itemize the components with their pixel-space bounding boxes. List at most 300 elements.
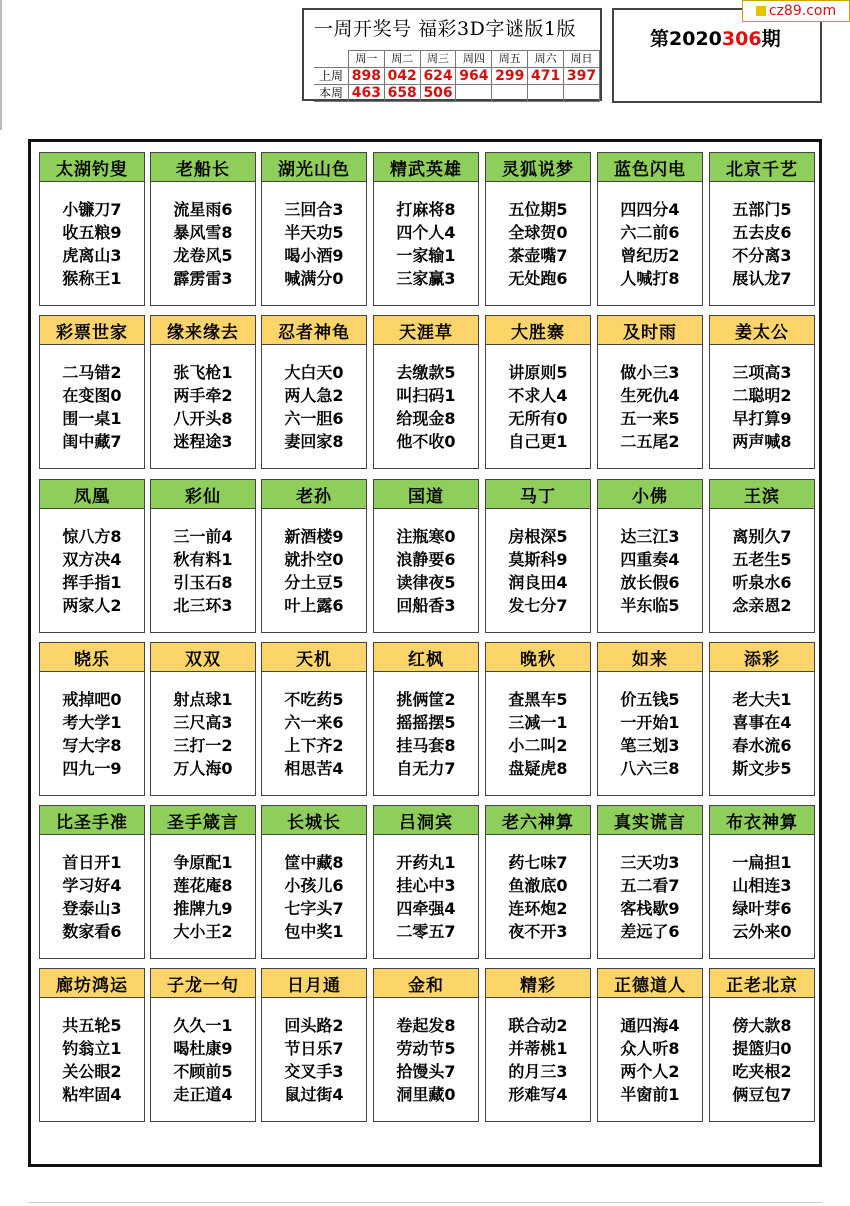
riddle-line: 暴风雪8 [173, 223, 233, 242]
riddle-list [486, 998, 590, 1106]
riddle-list [598, 672, 702, 780]
riddle-card [597, 315, 703, 469]
riddle-line: 茶壶嘴7 [508, 246, 568, 265]
card-title: 红枫 [374, 643, 478, 672]
riddle-line: 三天功3 [620, 853, 680, 872]
issue-suffix: 期 [761, 28, 781, 50]
riddle-line: 小孩儿6 [284, 876, 344, 895]
riddle-list [486, 345, 590, 453]
riddle-line: 开药丸1 [396, 853, 456, 872]
card-title: 精彩 [486, 969, 590, 998]
riddle-line: 润良田4 [508, 573, 568, 592]
riddle-line: 数家看6 [62, 922, 122, 941]
card-title: 如来 [598, 643, 702, 672]
riddle-line: 写大字8 [62, 736, 122, 755]
riddle-line: 半窗前1 [620, 1085, 680, 1104]
riddle-card [261, 805, 367, 959]
riddle-line: 五老生5 [732, 550, 792, 569]
riddle-card [39, 968, 145, 1122]
draw-number [492, 85, 528, 102]
riddle-line: 首日开1 [62, 853, 122, 872]
riddle-list [598, 835, 702, 943]
riddle-list [40, 182, 144, 290]
draw-number: 898 [348, 68, 384, 85]
riddle-line: 不吃药5 [284, 690, 344, 709]
riddle-list [40, 345, 144, 453]
riddle-line: 八六三8 [620, 759, 680, 778]
riddle-list [710, 182, 814, 290]
riddle-card [39, 315, 145, 469]
riddle-list [40, 672, 144, 780]
riddle-line: 万人海0 [173, 759, 233, 778]
riddle-line: 三减一1 [508, 713, 568, 732]
riddle-line: 就扑空0 [284, 550, 344, 569]
riddle-line: 读律夜5 [396, 573, 456, 592]
draw-number: 624 [420, 68, 456, 85]
riddle-line: 三回合3 [284, 200, 344, 219]
riddle-line: 学习好4 [62, 876, 122, 895]
riddle-card [150, 315, 256, 469]
site-watermark[interactable] [742, 0, 850, 22]
card-title: 正老北京 [710, 969, 814, 998]
riddle-line: 一家输1 [396, 246, 456, 265]
riddle-line: 洞里藏0 [396, 1085, 456, 1104]
riddle-line: 虎离山3 [62, 246, 122, 265]
card-title: 灵狐说梦 [486, 153, 590, 182]
riddle-list [486, 835, 590, 943]
card-title: 姜太公 [710, 316, 814, 345]
riddle-card [373, 315, 479, 469]
riddle-list [151, 835, 255, 943]
draw-number: 397 [564, 68, 600, 85]
riddle-line: 猴称王1 [62, 269, 122, 288]
draw-number: 463 [348, 85, 384, 102]
riddle-line: 摇摇摆5 [396, 713, 456, 732]
last-week-row [314, 68, 600, 85]
riddle-card [261, 315, 367, 469]
riddle-card [150, 479, 256, 633]
riddle-card [261, 152, 367, 306]
riddle-list [151, 182, 255, 290]
riddle-line: 众人听8 [620, 1039, 680, 1058]
riddle-line: 迷程途3 [173, 432, 233, 451]
riddle-line: 形难写4 [508, 1085, 568, 1104]
riddle-card [597, 642, 703, 796]
riddle-line: 拾馒头7 [396, 1062, 456, 1081]
riddle-line: 三尺高3 [173, 713, 233, 732]
card-title: 晓乐 [40, 643, 144, 672]
riddle-card [150, 968, 256, 1122]
issue-prefix: 第2020 [650, 28, 722, 50]
riddle-line: 生死仇4 [620, 386, 680, 405]
day-header: 周日 [564, 51, 600, 68]
riddle-line: 节日乐7 [284, 1039, 344, 1058]
riddle-line: 曾纪历2 [620, 246, 680, 265]
riddle-list [710, 672, 814, 780]
riddle-line: 大小王2 [173, 922, 233, 941]
card-title: 及时雨 [598, 316, 702, 345]
riddle-list [374, 672, 478, 780]
riddle-line: 无处跑6 [508, 269, 568, 288]
riddle-card [485, 152, 591, 306]
card-title: 老船长 [151, 153, 255, 182]
riddle-card [709, 479, 815, 633]
riddle-line: 讲原则5 [508, 363, 568, 382]
riddle-line: 药七味7 [508, 853, 568, 872]
riddle-line: 四重奏4 [620, 550, 680, 569]
riddle-card [373, 968, 479, 1122]
issue-number: 306 [721, 28, 762, 50]
riddle-line: 射点球1 [173, 690, 233, 709]
riddle-line: 一扁担1 [732, 853, 792, 872]
riddle-line: 争原配1 [173, 853, 233, 872]
riddle-line: 去缴款5 [396, 363, 456, 382]
card-title: 天机 [262, 643, 366, 672]
riddle-list [598, 998, 702, 1106]
card-title: 真实谎言 [598, 806, 702, 835]
riddle-list [262, 672, 366, 780]
riddle-line: 霹雳雷3 [173, 269, 233, 288]
riddle-list [151, 509, 255, 617]
riddle-line: 引玉石8 [173, 573, 233, 592]
card-title: 太湖钓叟 [40, 153, 144, 182]
riddle-line: 的月三3 [508, 1062, 568, 1081]
card-title: 忍者神龟 [262, 316, 366, 345]
riddle-line: 连环炮2 [508, 899, 568, 918]
card-title: 凤凰 [40, 480, 144, 509]
riddle-line: 六一来6 [284, 713, 344, 732]
riddle-line: 三家赢3 [396, 269, 456, 288]
riddle-line: 喝小酒9 [284, 246, 344, 265]
riddle-line: 价五钱5 [620, 690, 680, 709]
riddle-line: 山相连3 [732, 876, 792, 895]
riddle-line: 夜不开3 [508, 922, 568, 941]
riddle-line: 钓翁立1 [62, 1039, 122, 1058]
riddle-card [597, 805, 703, 959]
card-title: 金和 [374, 969, 478, 998]
card-title: 日月通 [262, 969, 366, 998]
weekly-draws-panel [302, 8, 602, 101]
riddle-line: 不求人4 [508, 386, 568, 405]
draw-number [456, 85, 492, 102]
riddle-line: 张飞枪1 [173, 363, 233, 382]
riddle-line: 新酒楼9 [284, 527, 344, 546]
riddle-line: 考大学1 [62, 713, 122, 732]
riddle-line: 无所有0 [508, 409, 568, 428]
square-icon [756, 6, 766, 16]
card-title: 正德道人 [598, 969, 702, 998]
riddle-list [598, 509, 702, 617]
panel-title: 一周开奖号 福彩3D字谜版1版 [314, 18, 576, 40]
riddle-line: 斯文步5 [732, 759, 792, 778]
riddle-card [485, 315, 591, 469]
riddle-line: 达三江3 [620, 527, 680, 546]
riddle-line: 自己更1 [508, 432, 568, 451]
bottom-divider [28, 1202, 822, 1203]
card-title: 双双 [151, 643, 255, 672]
riddle-list [374, 998, 478, 1106]
riddle-line: 离别久7 [732, 527, 792, 546]
riddle-card [150, 805, 256, 959]
riddle-line: 粘牢固4 [62, 1085, 122, 1104]
riddle-line: 劳动节5 [396, 1039, 456, 1058]
draw-number: 964 [456, 68, 492, 85]
card-title: 小佛 [598, 480, 702, 509]
riddle-card [373, 642, 479, 796]
card-title: 湖光山色 [262, 153, 366, 182]
card-title: 添彩 [710, 643, 814, 672]
riddle-line: 俩豆包7 [732, 1085, 792, 1104]
riddle-line: 通四海4 [620, 1016, 680, 1035]
riddle-line: 走正道4 [173, 1085, 233, 1104]
riddle-line: 人喊打8 [620, 269, 680, 288]
riddle-line: 春水流6 [732, 736, 792, 755]
riddle-line: 半天功5 [284, 223, 344, 242]
riddle-line: 戒掉吧0 [62, 690, 122, 709]
riddle-line: 三打一2 [173, 736, 233, 755]
riddle-line: 挂马套8 [396, 736, 456, 755]
riddle-line: 莫斯科9 [508, 550, 568, 569]
riddle-line: 五一来5 [620, 409, 680, 428]
riddle-list [40, 835, 144, 943]
riddle-line: 老大夫1 [732, 690, 792, 709]
riddle-card [597, 479, 703, 633]
riddle-line: 四牵强4 [396, 899, 456, 918]
riddle-line: 筐中藏8 [284, 853, 344, 872]
riddle-line: 两个人2 [620, 1062, 680, 1081]
riddle-card [485, 642, 591, 796]
card-title: 布衣神算 [710, 806, 814, 835]
riddle-line: 大白天0 [284, 363, 344, 382]
card-title: 缘来缘去 [151, 316, 255, 345]
riddle-line: 提篮归0 [732, 1039, 792, 1058]
riddle-list [486, 509, 590, 617]
riddle-card [39, 152, 145, 306]
riddle-line: 五二看7 [620, 876, 680, 895]
riddle-card [261, 479, 367, 633]
riddle-line: 发七分7 [508, 596, 568, 615]
riddle-line: 念亲恩2 [732, 596, 792, 615]
riddle-card [261, 968, 367, 1122]
riddle-line: 挥手指1 [62, 573, 122, 592]
riddle-line: 小镰刀7 [62, 200, 122, 219]
riddle-line: 回船香3 [396, 596, 456, 615]
day-header: 周一 [348, 51, 384, 68]
riddle-line: 不分离3 [732, 246, 792, 265]
riddle-line: 注瓶寒0 [396, 527, 456, 546]
riddle-list [710, 835, 814, 943]
riddle-list [486, 182, 590, 290]
riddle-line: 四四分4 [620, 200, 680, 219]
day-header: 周四 [456, 51, 492, 68]
riddle-line: 自无力7 [396, 759, 456, 778]
card-title: 北京千艺 [710, 153, 814, 182]
card-title: 王滨 [710, 480, 814, 509]
riddle-line: 惊八方8 [62, 527, 122, 546]
card-title: 国道 [374, 480, 478, 509]
draw-number: 506 [420, 85, 456, 102]
riddle-line: 关公眼2 [62, 1062, 122, 1081]
riddle-line: 四个人4 [396, 223, 456, 242]
riddle-card [709, 968, 815, 1122]
riddle-line: 五部门5 [732, 200, 792, 219]
riddle-line: 流星雨6 [173, 200, 233, 219]
riddle-line: 登泰山3 [62, 899, 122, 918]
riddle-list [598, 345, 702, 453]
riddle-card [597, 152, 703, 306]
day-header: 周二 [384, 51, 420, 68]
card-title: 长城长 [262, 806, 366, 835]
riddle-line: 相思苦4 [284, 759, 344, 778]
card-title: 老六神算 [486, 806, 590, 835]
riddle-line: 龙卷风5 [173, 246, 233, 265]
riddle-list [598, 182, 702, 290]
riddle-line: 云外来0 [732, 922, 792, 941]
riddle-card [709, 315, 815, 469]
riddle-line: 他不收0 [396, 432, 456, 451]
day-header: 周三 [420, 51, 456, 68]
riddle-line: 二零五7 [396, 922, 456, 941]
card-title: 圣手箴言 [151, 806, 255, 835]
riddle-line: 秋有料1 [173, 550, 233, 569]
riddle-line: 绿叶芽6 [732, 899, 792, 918]
riddle-line: 查黑车5 [508, 690, 568, 709]
riddle-card [150, 642, 256, 796]
riddle-line: 卷起发8 [396, 1016, 456, 1035]
this-week-row [314, 85, 600, 102]
riddle-list [486, 672, 590, 780]
riddle-line: 二马错2 [62, 363, 122, 382]
riddle-line: 一开始1 [620, 713, 680, 732]
riddle-line: 给现金8 [396, 409, 456, 428]
riddle-list [262, 835, 366, 943]
riddle-list [262, 345, 366, 453]
riddle-line: 鱼澈底0 [508, 876, 568, 895]
riddle-line: 傍大款8 [732, 1016, 792, 1035]
riddle-line: 推牌九9 [173, 899, 233, 918]
card-title: 晚秋 [486, 643, 590, 672]
riddle-line: 闺中藏7 [62, 432, 122, 451]
riddle-line: 七字头7 [284, 899, 344, 918]
riddle-line: 喝杜康9 [173, 1039, 233, 1058]
riddle-card [39, 479, 145, 633]
draw-number [564, 85, 600, 102]
riddle-line: 展认龙7 [732, 269, 792, 288]
riddle-line: 并蒂桃1 [508, 1039, 568, 1058]
riddle-line: 叶上露6 [284, 596, 344, 615]
riddle-card [373, 805, 479, 959]
issue-panel [612, 8, 822, 103]
riddle-card [709, 642, 815, 796]
riddle-line: 笔三划3 [620, 736, 680, 755]
left-edge-mark [0, 0, 2, 130]
card-title: 精武英雄 [374, 153, 478, 182]
riddle-list [374, 182, 478, 290]
riddle-line: 叫扫码1 [396, 386, 456, 405]
riddle-list [374, 509, 478, 617]
riddle-line: 全球贺0 [508, 223, 568, 242]
draw-number [528, 85, 564, 102]
riddle-card [597, 968, 703, 1122]
weekly-draws-table [314, 50, 600, 102]
riddle-line: 客栈歇9 [620, 899, 680, 918]
riddle-line: 交叉手3 [284, 1062, 344, 1081]
card-title: 廊坊鸿运 [40, 969, 144, 998]
riddle-line: 分土豆5 [284, 573, 344, 592]
riddle-list [710, 998, 814, 1106]
riddle-line: 喜事在4 [732, 713, 792, 732]
riddle-line: 联合动2 [508, 1016, 568, 1035]
card-title: 大胜寨 [486, 316, 590, 345]
card-title: 蓝色闪电 [598, 153, 702, 182]
riddle-list [374, 345, 478, 453]
riddle-line: 半东临5 [620, 596, 680, 615]
riddle-line: 两手牵2 [173, 386, 233, 405]
riddle-list [374, 835, 478, 943]
riddle-card [709, 805, 815, 959]
riddle-list [710, 509, 814, 617]
riddle-list [262, 509, 366, 617]
riddle-list [40, 509, 144, 617]
riddle-line: 三一前4 [173, 527, 233, 546]
riddle-line: 五位期5 [508, 200, 568, 219]
riddle-line: 北三环3 [173, 596, 233, 615]
riddle-line: 喊满分0 [284, 269, 344, 288]
riddle-line: 挂心中3 [396, 876, 456, 895]
riddle-card [485, 479, 591, 633]
last-week-label: 上周 [314, 68, 348, 85]
draw-number: 042 [384, 68, 420, 85]
riddle-line: 盘疑虎8 [508, 759, 568, 778]
riddle-line: 莲花庵8 [173, 876, 233, 895]
riddle-line: 六二前6 [620, 223, 680, 242]
issue-label [650, 24, 781, 51]
riddle-line: 久久一1 [173, 1016, 233, 1035]
riddle-line: 两人急2 [284, 386, 344, 405]
riddle-line: 浪静要6 [396, 550, 456, 569]
riddle-line: 打麻将8 [396, 200, 456, 219]
riddle-line: 共五轮5 [62, 1016, 122, 1035]
riddle-card [709, 152, 815, 306]
draw-number: 299 [492, 68, 528, 85]
days-row [314, 51, 600, 68]
riddle-card [373, 152, 479, 306]
card-title: 彩票世家 [40, 316, 144, 345]
riddle-line: 二五尾2 [620, 432, 680, 451]
card-title: 马丁 [486, 480, 590, 509]
riddle-line: 两家人2 [62, 596, 122, 615]
riddle-card [39, 805, 145, 959]
riddle-line: 妻回家8 [284, 432, 344, 451]
riddle-line: 包中奖1 [284, 922, 344, 941]
riddle-card [150, 152, 256, 306]
riddle-card [39, 642, 145, 796]
riddle-line: 二聪明2 [732, 386, 792, 405]
riddle-list [710, 345, 814, 453]
riddle-line: 早打算9 [732, 409, 792, 428]
riddle-card [261, 642, 367, 796]
card-title: 比圣手准 [40, 806, 144, 835]
riddle-line: 不顾前5 [173, 1062, 233, 1081]
riddle-line: 小二叫2 [508, 736, 568, 755]
riddle-line: 八开头8 [173, 409, 233, 428]
riddle-line: 在变图0 [62, 386, 122, 405]
riddle-list [262, 998, 366, 1106]
riddle-list [40, 998, 144, 1106]
riddle-line: 两声喊8 [732, 432, 792, 451]
riddle-line: 鼠过街4 [284, 1085, 344, 1104]
riddle-line: 收五粮9 [62, 223, 122, 242]
